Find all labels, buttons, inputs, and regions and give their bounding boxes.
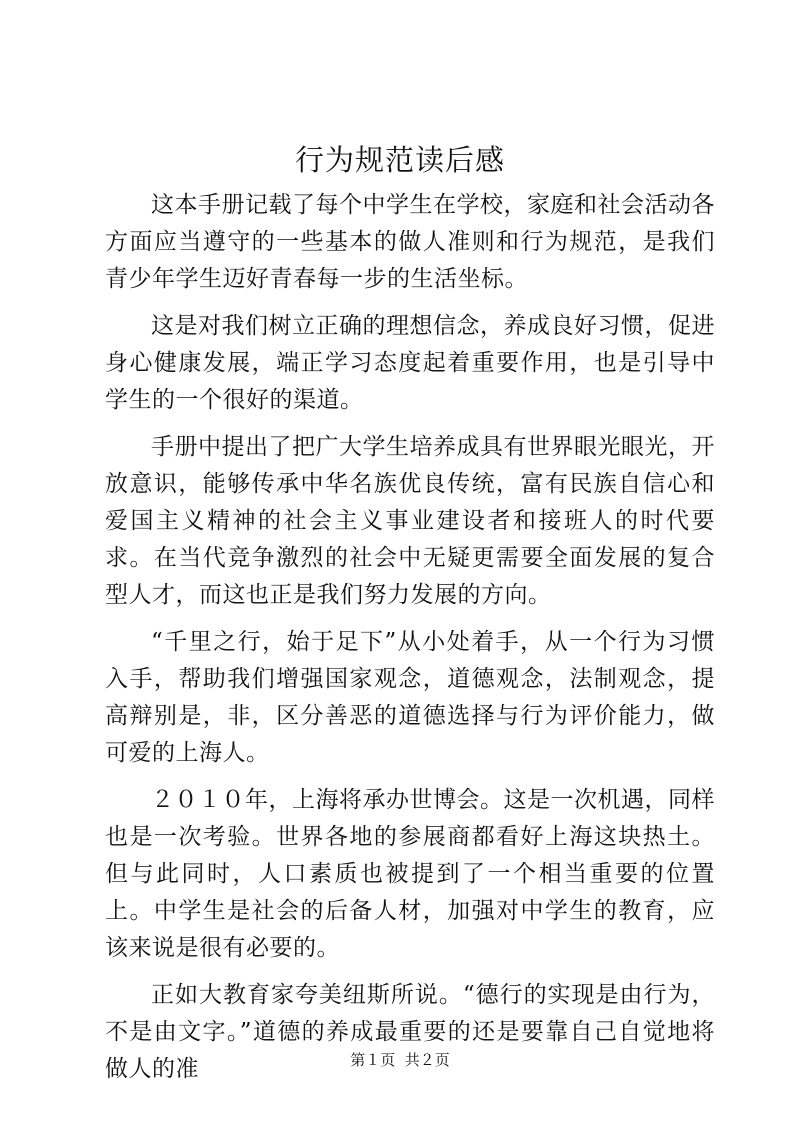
paragraph-3: 手册中提出了把广大学生培养成具有世界眼光眼光，开放意识，能够传承中华名族优良传统，富有民族自信心和爱国主义精神的社会主义事业建设者和接班人的时代要求。在当代竞争激烈的社会中无疑更需要全面发展的复合型人才，而这也正是我们努力发展的方向。 <box>105 434 715 608</box>
paragraph-2: 这是对我们树立正确的理想信念，养成良好习惯，促进身心健康发展，端正学习态度起着重要作用，也是引导中学生的一个很好的渠道。 <box>105 313 715 413</box>
paragraph-6: 正如大教育家夸美纽斯所说。“德行的实现是由行为，不是由文字。”道德的养成最重要的还是要靠自己自觉地将做人的准 <box>105 982 715 1082</box>
paragraph-5: ２０１０年，上海将承办世博会。这是一次机遇，同样也是一次考验。世界各地的参展商都看好上海这块热土。但与此同时，人口素质也被提到了一个相当重要的位置上。中学生是社会的后备人材，加强对中学生的教育，应该来说是很有必要的。 <box>105 787 715 961</box>
paragraph-4: “千里之行，始于足下”从小处着手，从一个行为习惯入手，帮助我们增强国家观念，道德观念，法制观念，提高辩别是，非，区分善恶的道德选择与行为评价能力，做可爱的上海人。 <box>105 629 715 766</box>
document-body <box>105 187 715 1098</box>
page-title: 行为规范读后感 <box>294 143 505 177</box>
page-footer <box>0 1050 800 1070</box>
paragraph-1: 这本手册记载了每个中学生在学校，家庭和社会活动各方面应当遵守的一些基本的做人准则和行为规范，是我们青少年学生迈好青春每一步的生活坐标。 <box>105 192 715 292</box>
page-number-label: 第１页 共２页 <box>350 1051 450 1069</box>
